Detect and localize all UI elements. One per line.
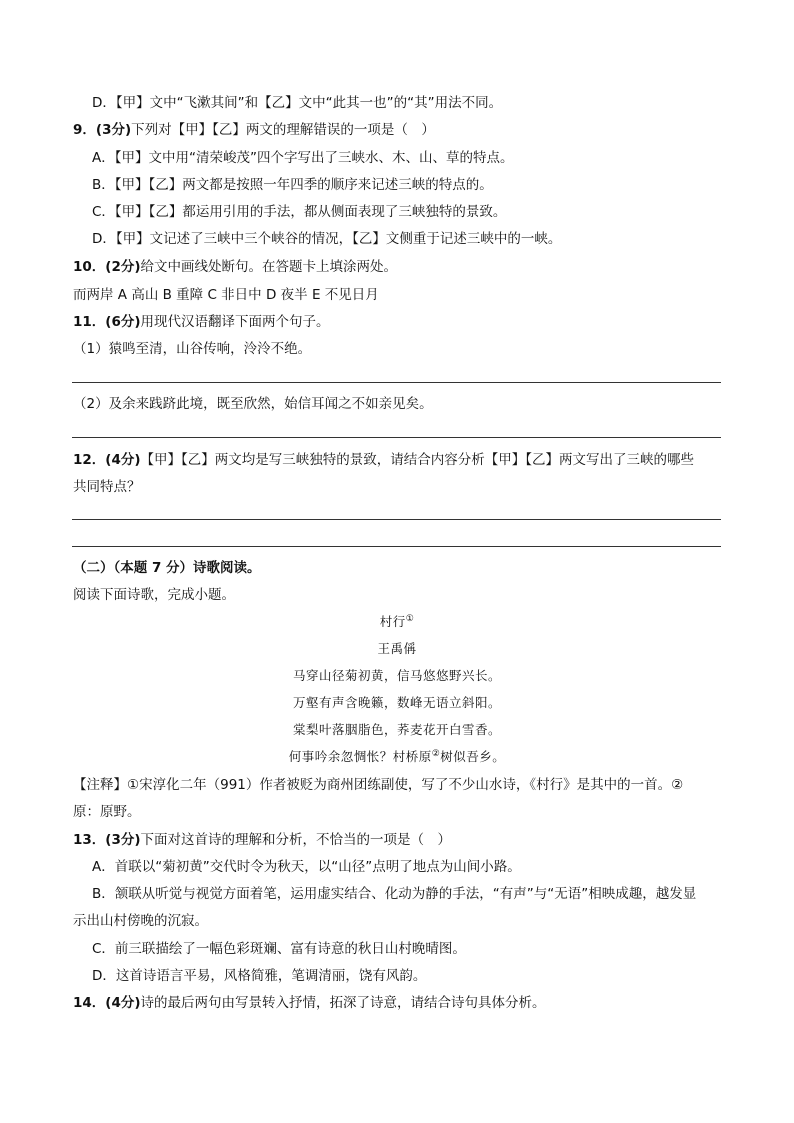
q9-number: 9． <box>73 122 96 138</box>
q14-stem <box>73 994 546 1012</box>
q8-option-d: D．【甲】文中“飞漱其间”和【乙】文中“此其一也”的“其”用法不同。 <box>92 95 503 111</box>
q10-score: (2分) <box>105 259 141 275</box>
q9-text: 下列对【甲】【乙】两文的理解错误的一项是（ ） <box>131 122 435 138</box>
q11-sentence-2: （2）及余来践跻此境，既至欣然，始信耳闻之不如亲见矣。 <box>73 396 433 412</box>
q11-stem <box>73 313 330 331</box>
q13-score: (3分) <box>105 832 141 848</box>
q11-text: 用现代汉语翻译下面两个句子。 <box>140 314 330 330</box>
poem-note-2: 原：原野。 <box>73 804 141 820</box>
poem-line-4-tail: 树似吾乡。 <box>440 749 506 764</box>
q13-option-a: A．首联以“菊初黄”交代时令为秋天，以“山径”点明了地点为山间小路。 <box>92 859 521 875</box>
section-2-title: （二）（本题 7 分）诗歌阅读。 <box>73 560 261 576</box>
answer-line <box>72 382 721 383</box>
q13-option-c: C．前三联描绘了一幅色彩斑斓、富有诗意的秋日山村晚晴图。 <box>92 941 466 957</box>
answer-line <box>72 437 721 438</box>
q10-text: 给文中画线处断句。在答题卡上填涂两处。 <box>140 259 398 275</box>
q12-text-2: 共同特点？ <box>73 479 141 495</box>
q9-option-a: A．【甲】文中用“清荣峻茂”四个字写出了三峡水、木、山、草的特点。 <box>92 150 514 166</box>
q9-option-d: D．【甲】文记述了三峡中三个峡谷的情况，【乙】文侧重于记述三峡中的一峡。 <box>92 231 562 247</box>
q11-sentence-1: （1）猿鸣至清，山谷传响，泠泠不绝。 <box>73 341 312 357</box>
poem-title <box>0 613 794 631</box>
q12-number: 12． <box>73 452 106 468</box>
q10-number: 10． <box>73 259 106 275</box>
q10-sentence: 而两岸 A 高山 B 重障 C 非日中 D 夜半 E 不见日月 <box>73 287 379 303</box>
poem-author: 王禹偁 <box>377 641 417 656</box>
poem-line-4-note: ② <box>431 748 441 759</box>
q14-text: 诗的最后两句由写景转入抒情，拓深了诗意，请结合诗句具体分析。 <box>140 995 546 1011</box>
poem-note-1: 【注释】①宋淳化二年（991）作者被贬为商州团练副使，写了不少山水诗，《村行》是其中的一首。② <box>73 777 684 793</box>
q13-stem <box>73 831 451 849</box>
poem-line-4 <box>0 748 794 766</box>
poem-title-note: ① <box>405 613 415 624</box>
poem-line-4-head: 何事吟余忽惆怅？村桥原 <box>288 749 432 764</box>
q9-option-c: C．【甲】【乙】都运用引用的手法，都从侧面表现了三峡独特的景致。 <box>92 204 507 220</box>
poem-line-2: 万壑有声含晚籁，数峰无语立斜阳。 <box>292 695 501 710</box>
poem-line-1: 马穿山径菊初黄，信马悠悠野兴长。 <box>292 668 501 683</box>
q13-option-d: D．这首诗语言平易，风格简雅，笔调清丽，饶有风韵。 <box>92 968 427 984</box>
q12-score: (4分) <box>105 452 141 468</box>
q11-score: (6分) <box>105 314 141 330</box>
answer-line <box>72 546 721 547</box>
q13-number: 13． <box>73 832 106 848</box>
section-2-intro: 阅读下面诗歌，完成小题。 <box>73 587 235 603</box>
q12-text-1: 【甲】【乙】两文均是写三峡独特的景致，请结合内容分析【甲】【乙】两文写出了三峡的哪些 <box>140 452 695 468</box>
poem-title-text: 村行 <box>379 614 406 629</box>
q13-text: 下面对这首诗的理解和分析，不恰当的一项是（ ） <box>140 832 452 848</box>
q11-number: 11． <box>73 314 106 330</box>
q9-score: (3分) <box>95 122 132 138</box>
q14-score: (4分) <box>105 995 141 1011</box>
q13-option-b-1: B．颔联从听觉与视觉方面着笔，运用虚实结合、化动为静的手法，“有声”与“无语”相映成趣，越发显 <box>92 886 697 902</box>
q13-option-b-2: 示出山村傍晚的沉寂。 <box>73 913 208 929</box>
q12-stem <box>73 451 694 469</box>
answer-line <box>72 519 721 520</box>
q9-option-b: B．【甲】【乙】两文都是按照一年四季的顺序来记述三峡的特点的。 <box>92 177 493 193</box>
poem-line-3: 棠梨叶落胭脂色，荞麦花开白雪香。 <box>292 722 501 737</box>
q9-stem <box>73 121 435 139</box>
q10-stem <box>73 258 397 276</box>
q14-number: 14． <box>73 995 106 1011</box>
